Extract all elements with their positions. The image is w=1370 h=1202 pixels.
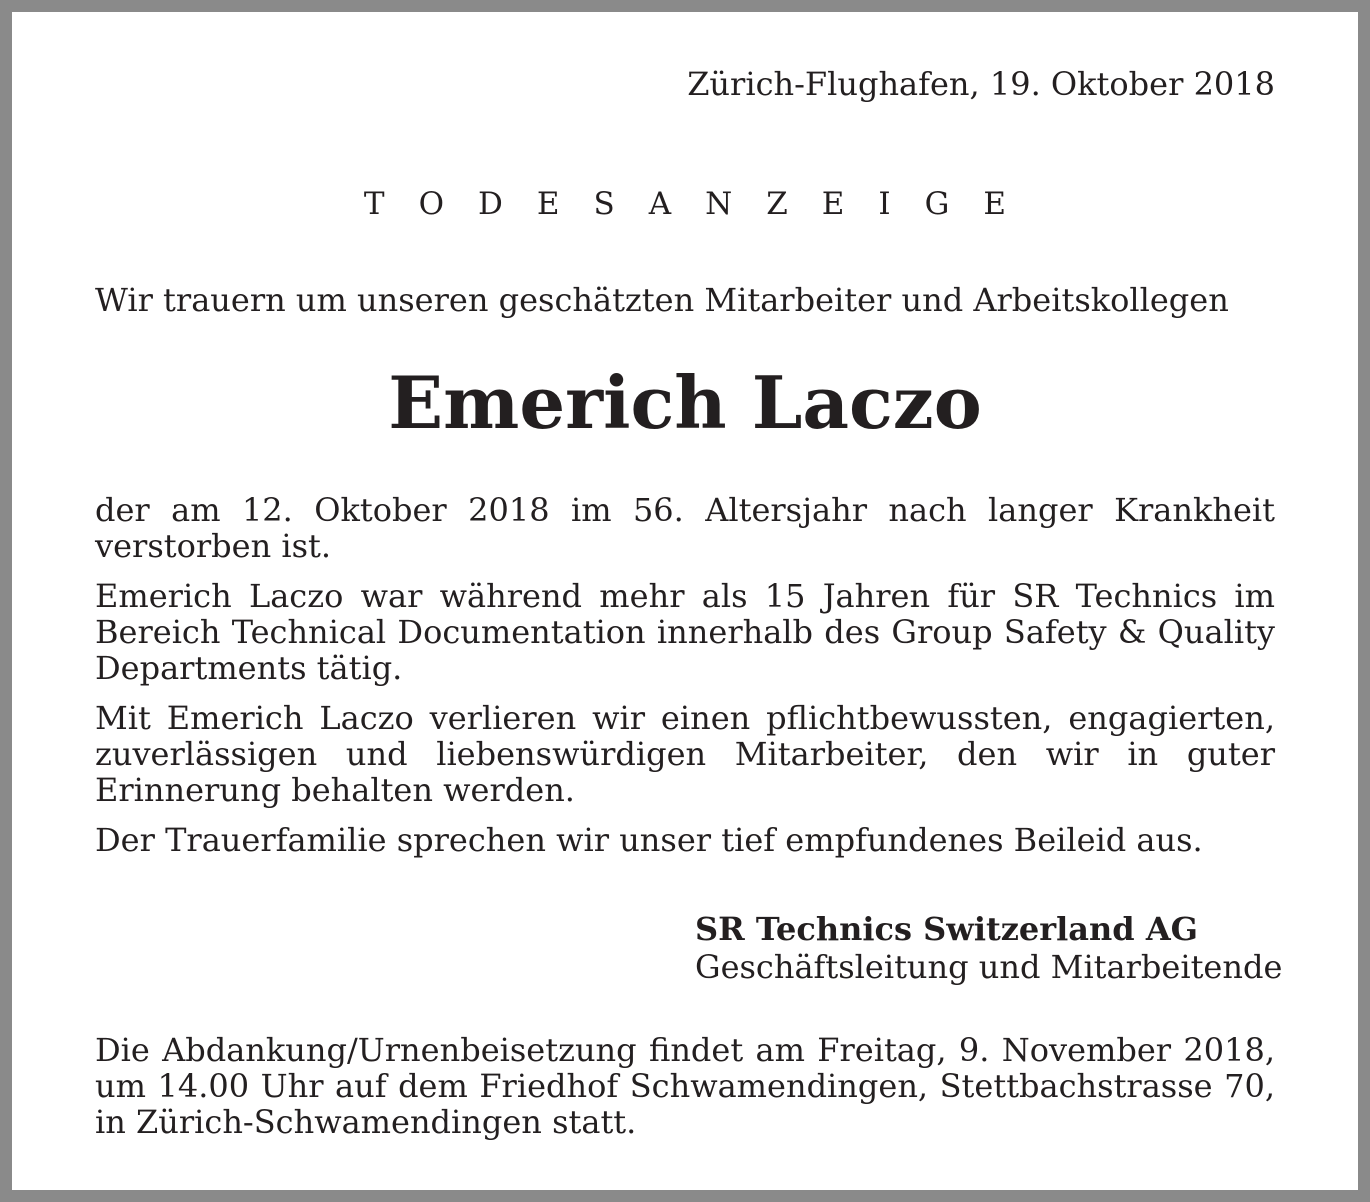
obituary-notice bbox=[12, 12, 1358, 1190]
body-paragraph: Mit Emerich Laczo verlieren wir einen pflichtbewussten, engagierten, zuverlässigen und liebenswürdigen Mitarbeiter, den wir in guter Erinnerung behalten werden. bbox=[95, 699, 1275, 809]
signature-subtitle: Geschäftsleitung und Mitarbeitende bbox=[695, 948, 1283, 986]
body-paragraph: der am 12. Oktober 2018 im 56. Altersjahr nach langer Krankheit verstorben ist. bbox=[95, 491, 1275, 565]
notice-heading: TODESANZEIGE bbox=[363, 186, 1041, 222]
intro-text: Wir trauern um unseren geschätzten Mitarbeiter und Arbeitskollegen bbox=[95, 281, 1229, 319]
dateline: Zürich-Flughafen, 19. Oktober 2018 bbox=[687, 65, 1275, 103]
notice-body bbox=[95, 492, 1275, 872]
signature-block bbox=[695, 910, 1282, 986]
ceremony-details: Die Abdankung/Urnenbeisetzung findet am Freitag, 9. November 2018, um 14.00 Uhr auf dem Friedhof Schwamendingen, Stettbachstrasse 70, in Zürich-Schwamendingen statt. bbox=[95, 1031, 1275, 1141]
deceased-name: Emerich Laczo bbox=[388, 360, 982, 445]
body-paragraph: Emerich Laczo war während mehr als 15 Jahren für SR Technics im Bereich Technical Documentation innerhalb des Group Safety & Quality Departments tätig. bbox=[95, 577, 1275, 687]
signature-company: SR Technics Switzerland AG bbox=[695, 910, 1198, 948]
body-paragraph: Der Trauerfamilie sprechen wir unser tief empfundenes Beileid aus. bbox=[95, 821, 1203, 859]
